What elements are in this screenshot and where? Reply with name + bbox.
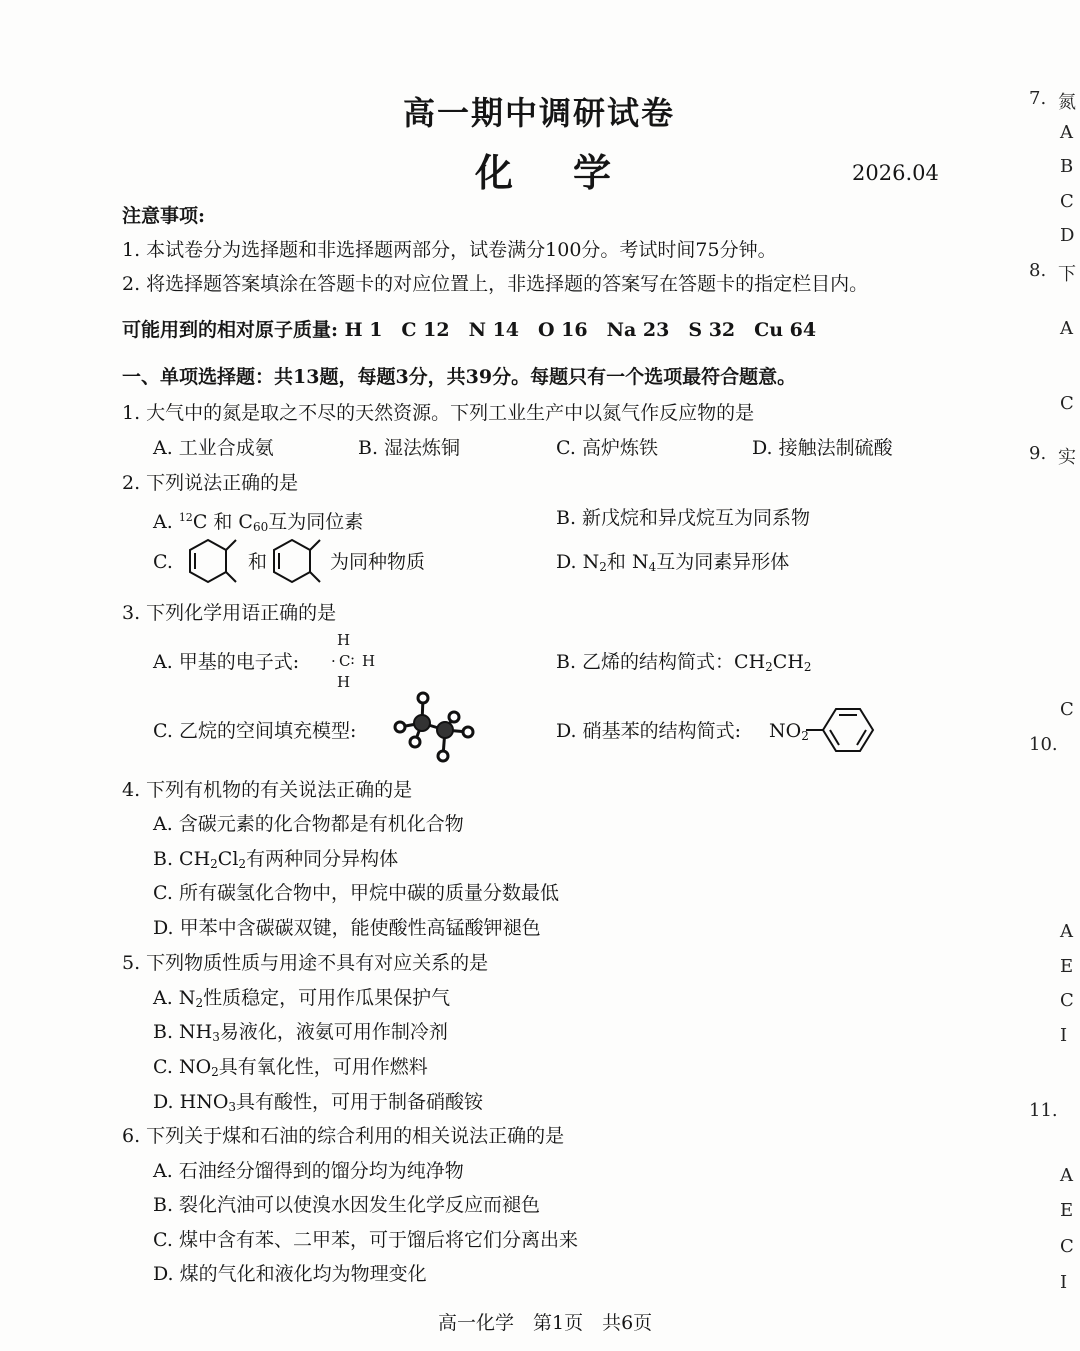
q1-option-c: C. 高炉炼铁 <box>556 437 658 459</box>
edge-q9-c: C <box>1060 699 1074 720</box>
exam-title: 高一期中调研试卷 <box>403 94 676 132</box>
notice-item-2: 2. 将选择题答案填涂在答题卡的对应位置上，非选择题的答案写在答题卡的指定栏目内。 <box>122 273 869 295</box>
section-heading: 一、单项选择题：共13题，每题3分，共39分。每题只有一个选项最符合题意。 <box>122 366 797 388</box>
nitrobenzene-structure <box>806 706 878 758</box>
q3-option-a: A. 甲基的电子式: <box>153 651 300 673</box>
q5-option-a: A. $N_2$性质稳定，可用作瓜果保护气 <box>153 987 451 1010</box>
q3-option-c: C. 乙烷的空间填充模型: <box>153 720 357 742</box>
page-footer: 高一化学 第1页 共6页 <box>438 1312 653 1334</box>
edge-q8-char: 下 <box>1058 264 1076 285</box>
q5-stem: 5. 下列物质性质与用途不具有对应关系的是 <box>122 952 489 974</box>
edge-q9-char: 实 <box>1058 447 1076 468</box>
ethane-model-image <box>390 690 480 765</box>
q3-stem: 3. 下列化学用语正确的是 <box>122 602 337 624</box>
q2-option-a: A. $^{12}$C 和 $C_{60}$互为同位素 <box>153 511 364 534</box>
exam-date: 2026.04 <box>852 161 939 185</box>
q5-option-d: D. $HNO_3$具有酸性，可用于制备硝酸铵 <box>153 1091 484 1114</box>
edge-q7-d: D <box>1060 225 1075 246</box>
edge-q10-a: A <box>1060 921 1073 942</box>
q2-option-d: D. $N_2$和 $N_4$互为同素异形体 <box>556 551 790 574</box>
edge-q7: 7. <box>1029 88 1047 109</box>
edge-q7-b: B <box>1060 156 1074 177</box>
edge-q10-b: E <box>1060 956 1074 977</box>
nitro-group-label: $NO_2$ <box>769 720 809 743</box>
edge-q7-a: A <box>1060 122 1073 143</box>
q2-option-c-label: C. <box>153 551 173 573</box>
q5-option-c: C. $NO_2$具有氧化性，可用作燃料 <box>153 1056 428 1079</box>
q2-option-c-text: 为同种物质 <box>330 551 426 573</box>
q3-option-d: D. 硝基苯的结构简式: <box>556 720 742 742</box>
edge-q11: 11. <box>1029 1100 1058 1121</box>
q6-option-b: B. 裂化汽油可以使溴水因发生化学反应而褪色 <box>153 1194 541 1216</box>
q4-option-b: B. $CH_2Cl_2$有两种同分异构体 <box>153 848 399 871</box>
edge-q10-d: I <box>1060 1025 1068 1046</box>
edge-q11-b: E <box>1060 1200 1074 1221</box>
electron-formula-h-right: H <box>362 652 376 670</box>
q1-option-b: B. 湿法炼铜 <box>358 437 461 459</box>
q4-option-c: C. 所有碳氢化合物中，甲烷中碳的质量分数最低 <box>153 882 559 904</box>
electron-formula-h-bottom: H <box>337 673 351 691</box>
q6-option-d: D. 煤的气化和液化均为物理变化 <box>153 1263 427 1285</box>
edge-q8-c: C <box>1060 393 1074 414</box>
edge-q7-c: C <box>1060 191 1074 212</box>
q1-option-a: A. 工业合成氨 <box>153 437 274 459</box>
q1-option-d: D. 接触法制硫酸 <box>752 437 893 459</box>
q2-structure-2 <box>270 536 330 588</box>
q2-stem: 2. 下列说法正确的是 <box>122 472 299 494</box>
edge-q11-a: A <box>1060 1165 1073 1186</box>
electron-formula-colon: : <box>350 650 356 668</box>
q2-option-b: B. 新戊烷和异戊烷互为同系物 <box>556 507 811 529</box>
electron-formula-c: C <box>339 652 351 670</box>
edge-q7-char: 氮 <box>1058 92 1076 113</box>
electron-formula-dot: · <box>331 652 336 670</box>
q4-option-a: A. 含碳元素的化合物都是有机化合物 <box>153 813 464 835</box>
edge-q8: 8. <box>1029 260 1047 281</box>
edge-q9: 9. <box>1029 443 1047 464</box>
edge-q11-d: I <box>1060 1272 1068 1293</box>
q5-option-b: B. $NH_3$易液化，液氨可用作制冷剂 <box>153 1021 448 1044</box>
edge-q10-c: C <box>1060 990 1074 1011</box>
edge-q11-c: C <box>1060 1236 1074 1257</box>
edge-q8-a: A <box>1060 318 1073 339</box>
q6-option-a: A. 石油经分馏得到的馏分均为纯净物 <box>153 1160 464 1182</box>
q2-option-c-and: 和 <box>248 551 268 573</box>
electron-formula-h-top: H <box>337 631 351 649</box>
notice-item-1: 1. 本试卷分为选择题和非选择题两部分，试卷满分100分。考试时间75分钟。 <box>122 239 777 261</box>
atomic-masses: 可能用到的相对原子质量: H 1 C 12 N 14 O 16 Na 23 S 32 Cu 64 <box>122 319 817 341</box>
q4-option-d: D. 甲苯中含碳碳双键，能使酸性高锰酸钾褪色 <box>153 917 541 939</box>
q1-stem: 1. 大气中的氮是取之不尽的天然资源。下列工业生产中以氮气作反应物的是 <box>122 402 755 424</box>
subject-title: 化学 <box>475 150 672 195</box>
q6-option-c: C. 煤中含有苯、二甲苯，可于馏后将它们分离出来 <box>153 1229 578 1251</box>
q3-option-b: B. 乙烯的结构简式：$CH_2CH_2$ <box>556 651 812 674</box>
q4-stem: 4. 下列有机物的有关说法正确的是 <box>122 779 413 801</box>
edge-q10: 10. <box>1029 734 1058 755</box>
notice-heading: 注意事项: <box>122 205 206 227</box>
q2-structure-1 <box>186 536 246 588</box>
q6-stem: 6. 下列关于煤和石油的综合利用的相关说法正确的是 <box>122 1125 565 1147</box>
